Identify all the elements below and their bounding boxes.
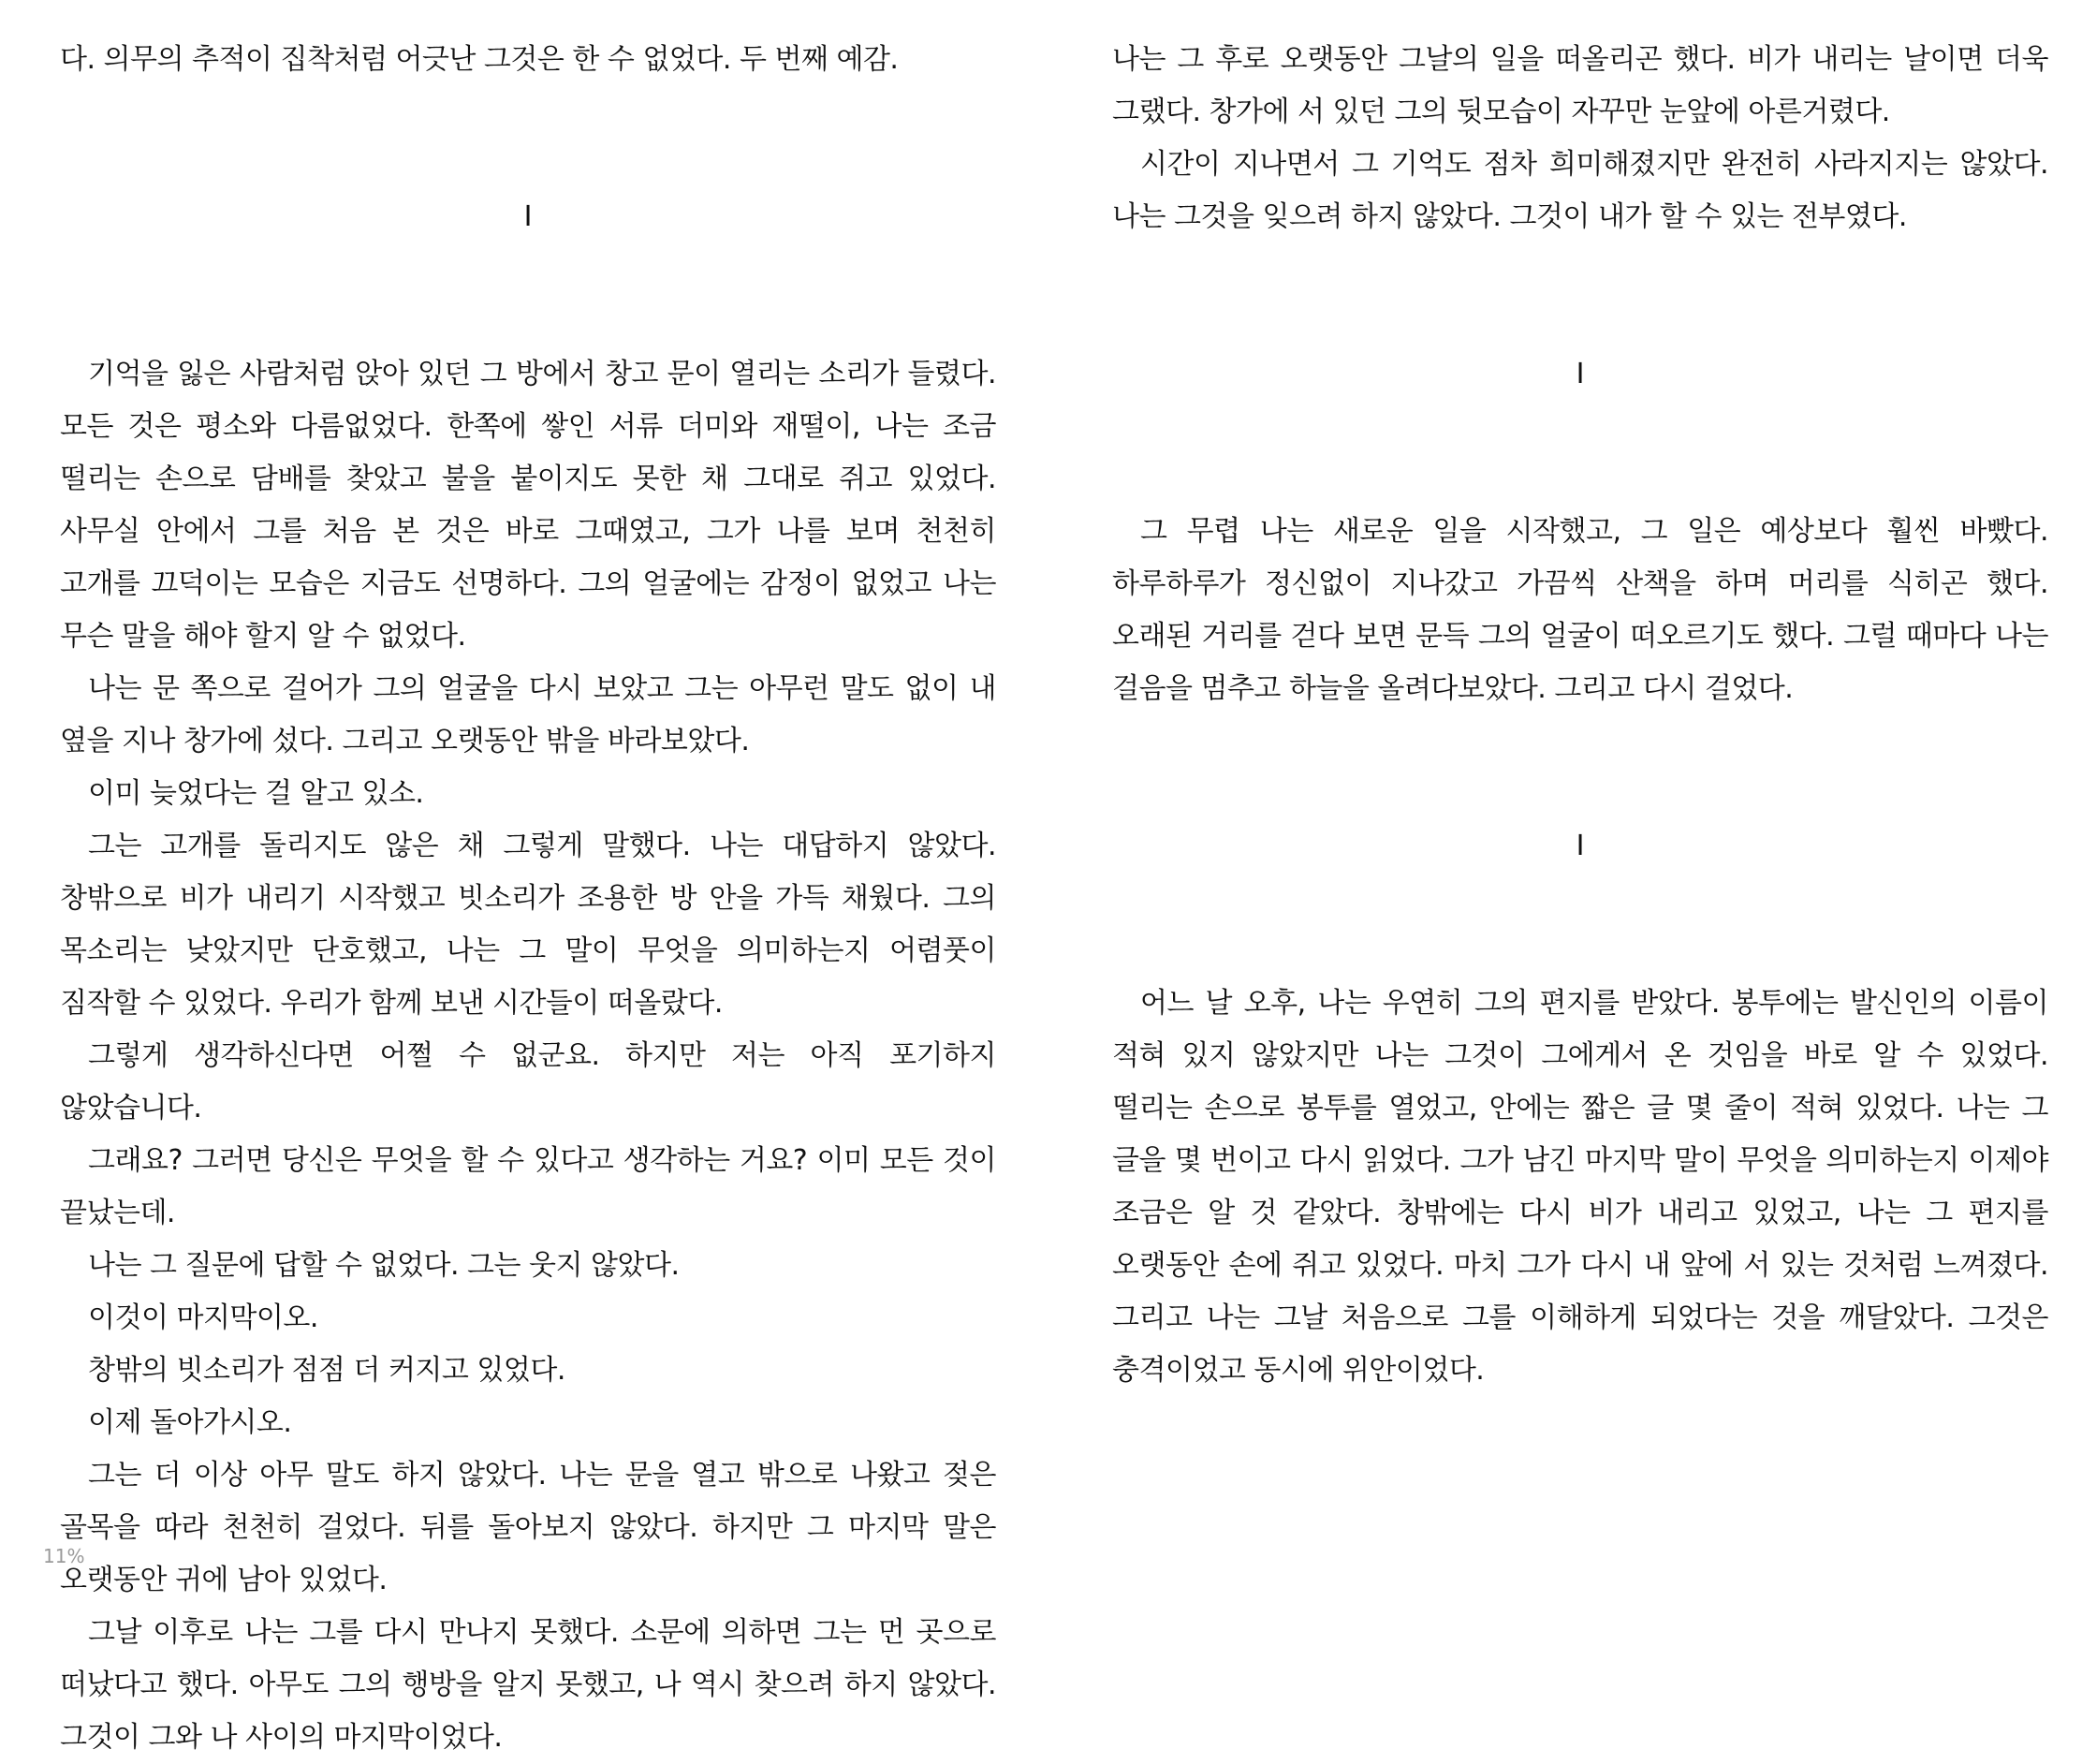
body-paragraph: 그날 이후로 나는 그를 다시 만나지 못했다. 소문에 의하면 그는 먼 곳으로 떠났다고 했다. 아무도 그의 행방을 알지 못했고, 나 역시 찾으려 하지 않았다. 그것이 그와 나 사이의 마지막이었다. bbox=[60, 1616, 996, 1754]
body-paragraph: 나는 문 쪽으로 걸어가 그의 얼굴을 다시 보았고 그는 아무런 말도 없이 내 옆을 지나 창가에 섰다. 그리고 오랫동안 밖을 바라보았다. bbox=[60, 672, 996, 757]
body-paragraph: 나는 그 후로 오랫동안 그날의 일을 떠올리곤 했다. 비가 내리는 날이면 더욱 그랬다. 창가에 서 있던 그의 뒷모습이 자꾸만 눈앞에 아른거렸다. bbox=[1112, 43, 2048, 128]
body-paragraph: 이것이 마지막이오. bbox=[88, 1301, 318, 1334]
section-spacer bbox=[1112, 243, 2048, 348]
reading-progress-label: 11% bbox=[43, 1545, 85, 1567]
section-spacer bbox=[1112, 873, 2048, 978]
right-page bbox=[1112, 0, 2048, 1562]
right-page-content bbox=[1112, 0, 2048, 1397]
section-spacer bbox=[60, 86, 996, 191]
section-break-mark: I bbox=[1576, 358, 1585, 390]
body-paragraph: 그렇게 생각하신다면 어쩔 수 없군요. 하지만 저는 아직 포기하지 않았습니다. bbox=[60, 1039, 996, 1125]
body-paragraph: 시간이 지나면서 그 기억도 점차 희미해졌지만 완전히 사라지지는 않았다. 나는 그것을 잊으려 하지 않았다. 그것이 내가 할 수 있는 전부였다. bbox=[1112, 148, 2048, 233]
body-paragraph: 그래요? 그러면 당신은 무엇을 할 수 있다고 생각하는 거요? 이미 모든 것이 끝났는데. bbox=[60, 1144, 996, 1229]
section-break-mark: I bbox=[1576, 830, 1585, 862]
body-paragraph: 그는 고개를 돌리지도 않은 채 그렇게 말했다. 나는 대답하지 않았다. 창밖으로 비가 내리기 시작했고 빗소리가 조용한 방 안을 가득 채웠다. 그의 목소리는 낮았지만 단호했고, 나는 그 말이 무엇을 의미하는지 어렴풋이 짐작할 수 있었다. 우리가 함께 보낸 시간들이 떠올랐다. bbox=[60, 830, 996, 1020]
body-paragraph: 이미 늦었다는 걸 알고 있소. bbox=[88, 777, 424, 810]
body-paragraph: 기억을 잃은 사람처럼 앉아 있던 그 방에서 창고 문이 열리는 소리가 들렸다. 모든 것은 평소와 다름없었다. 한쪽에 쌓인 서류 더미와 재떨이, 나는 조금 떨리는 손으로 담배를 찾았고 불을 붙이지도 못한 채 그대로 쥐고 있었다. 사무실 안에서 그를 처음 본 것은 바로 그때였고, 그가 나를 보며 천천히 고개를 끄덕이는 모습은 지금도 선명하다. 그의 얼굴에는 감정이 없었고 나는 무슨 말을 해야 할지 알 수 없었다. bbox=[60, 358, 996, 653]
section-spacer bbox=[1112, 715, 2048, 820]
body-paragraph: 그 무렵 나는 새로운 일을 시작했고, 그 일은 예상보다 훨씬 바빴다. 하루하루가 정신없이 지나갔고 가끔씩 산책을 하며 머리를 식히곤 했다. 오래된 거리를 걷다 보면 문득 그의 얼굴이 떠오르기도 했다. 그럴 때마다 나는 걸음을 멈추고 하늘을 올려다보았다. 그리고 다시 걸었다. bbox=[1112, 515, 2049, 705]
body-paragraph: 다. 의무의 추적이 집착처럼 어긋난 그것은 한 수 없었다. 두 번째 예감. bbox=[60, 43, 899, 76]
body-paragraph: 창밖의 빗소리가 점점 더 커지고 있었다. bbox=[88, 1354, 565, 1387]
section-spacer bbox=[60, 243, 996, 348]
body-paragraph: 나는 그 질문에 답할 수 없었다. 그는 웃지 않았다. bbox=[88, 1249, 680, 1282]
body-paragraph: 그는 더 이상 아무 말도 하지 않았다. 나는 문을 열고 밖으로 나왔고 젖은 골목을 따라 천천히 걸었다. 뒤를 돌아보지 않았다. 하지만 그 마지막 말은 오랫동안 귀에 남아 있었다. bbox=[60, 1459, 996, 1596]
left-page-content bbox=[60, 0, 996, 1764]
section-break-mark: I bbox=[523, 200, 533, 233]
body-paragraph: 어느 날 오후, 나는 우연히 그의 편지를 받았다. 봉투에는 발신인의 이름이 적혀 있지 않았지만 나는 그것이 그에게서 온 것임을 바로 알 수 있었다. 떨리는 손으로 봉투를 열었고, 안에는 짧은 글 몇 줄이 적혀 있었다. 나는 그 글을 몇 번이고 다시 읽었다. 그가 남긴 마지막 말이 무엇을 의미하는지 이제야 조금은 알 것 같았다. 창밖에는 다시 비가 내리고 있었고, 나는 그 편지를 오랫동안 손에 쥐고 있었다. 마치 그가 다시 내 앞에 서 있는 것처럼 느껴졌다. 그리고 나는 그날 처음으로 그를 이해하게 되었다는 것을 깨달았다. 그것은 충격이었고 동시에 위안이었다. bbox=[1112, 987, 2049, 1387]
body-paragraph: 이제 돌아가시오. bbox=[88, 1406, 292, 1439]
section-spacer bbox=[1112, 401, 2048, 506]
